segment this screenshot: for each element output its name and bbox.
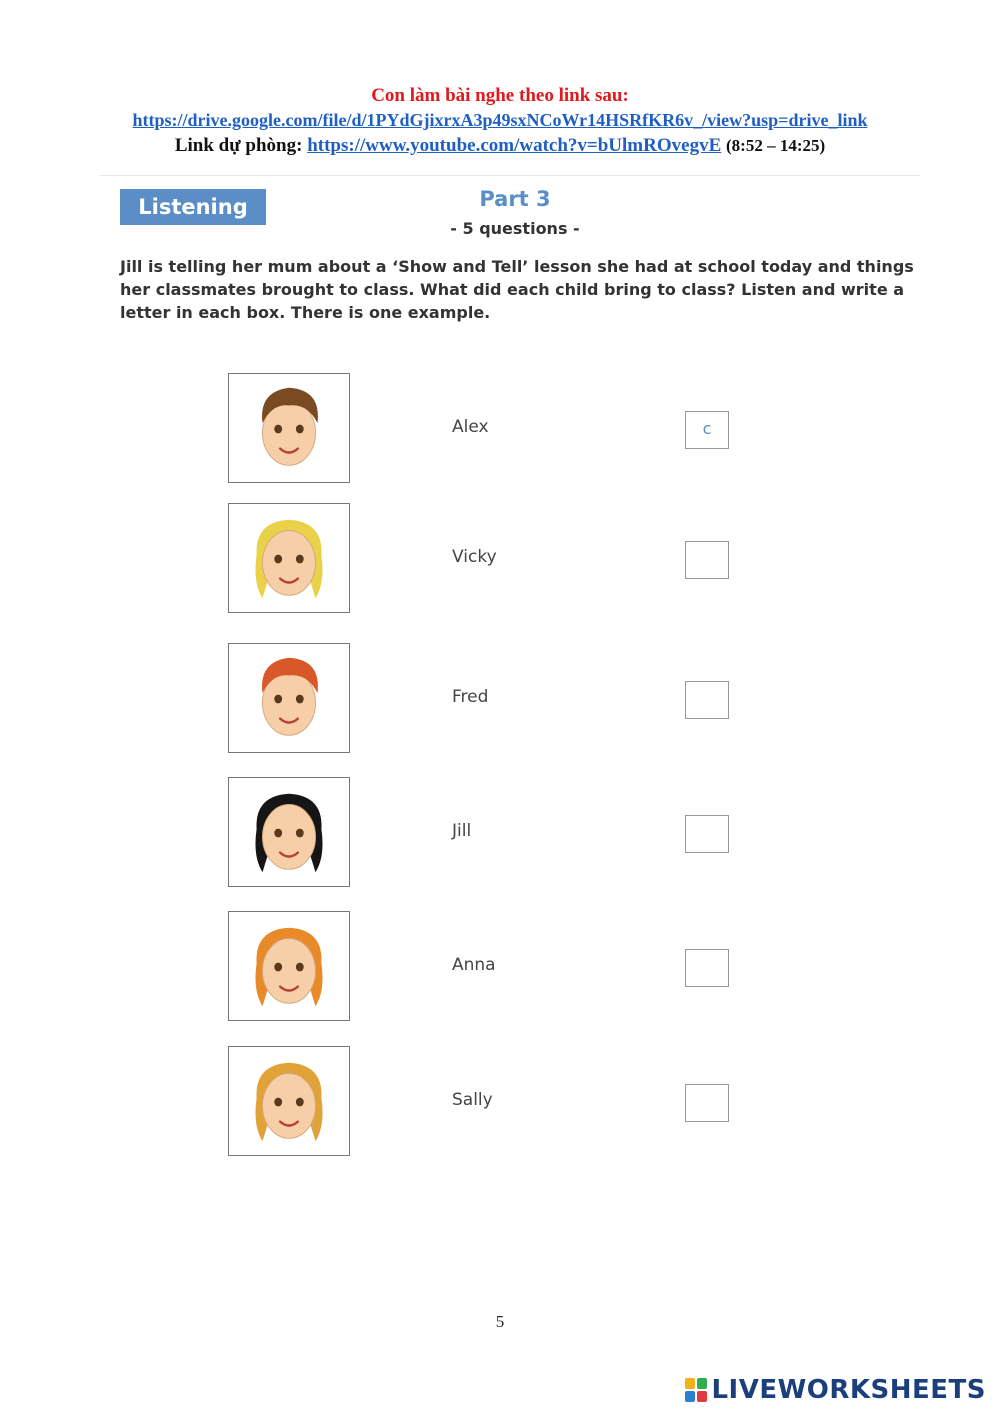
liveworksheets-logo-icon: [685, 1378, 707, 1402]
boy-brown-hair-face-icon: [228, 373, 350, 483]
drive-link[interactable]: https://drive.google.com/file/d/1PYdGjixrxA3p49sxNCoWr14HSRfKR6v_/view?usp=drive_link: [132, 110, 868, 130]
part-title: Part 3: [479, 187, 551, 211]
answer-box[interactable]: [685, 949, 729, 987]
girl-golden-hair-face-icon: [228, 1046, 350, 1156]
answer-box[interactable]: [685, 541, 729, 579]
exercise-instruction: Jill is telling her mum about a ‘Show and Tell’ lesson she had at school today and things her classmates brought to class. What did each child bring to class? Listen and write a letter in each box. There is one example.: [120, 257, 914, 322]
child-name: Anna: [452, 955, 496, 975]
answer-box[interactable]: [685, 815, 729, 853]
child-name: Jill: [452, 821, 472, 841]
child-row: [100, 911, 920, 1023]
boy-red-hair-face-icon: [228, 643, 350, 753]
child-row: [100, 373, 920, 485]
girl-black-hair-face-icon: [228, 777, 350, 887]
child-row: [100, 1046, 920, 1158]
child-row: [100, 777, 920, 889]
child-name: Alex: [452, 417, 489, 437]
time-range: (8:52 – 14:25): [726, 136, 826, 155]
scan-top-divider: [100, 175, 920, 176]
answer-box[interactable]: [685, 1084, 729, 1122]
child-name: Fred: [452, 687, 489, 707]
brand-footer: [685, 1373, 986, 1407]
listening-instruction-title: Con làm bài nghe theo link sau:: [371, 85, 629, 106]
answer-box[interactable]: [685, 681, 729, 719]
question-count: - 5 questions -: [450, 219, 580, 238]
youtube-link[interactable]: https://www.youtube.com/watch?v=bUlmROvegvE: [307, 135, 722, 156]
backup-label: Link dự phòng:: [174, 135, 303, 156]
child-name: Sally: [452, 1090, 493, 1110]
child-row: [100, 643, 920, 755]
brand-name: LIVEWORKSHEETS: [711, 1375, 986, 1405]
worksheet-scan: [100, 175, 920, 1175]
girl-blonde-hair-face-icon: [228, 503, 350, 613]
child-row: [100, 503, 920, 615]
child-name: Vicky: [452, 547, 497, 567]
page-number: 5: [495, 1312, 505, 1331]
girl-curly-orange-hair-face-icon: [228, 911, 350, 1021]
section-tag: Listening: [120, 189, 266, 225]
backup-link-line: [0, 132, 1000, 160]
page-header: [0, 84, 1000, 160]
answer-box: c: [685, 411, 729, 449]
